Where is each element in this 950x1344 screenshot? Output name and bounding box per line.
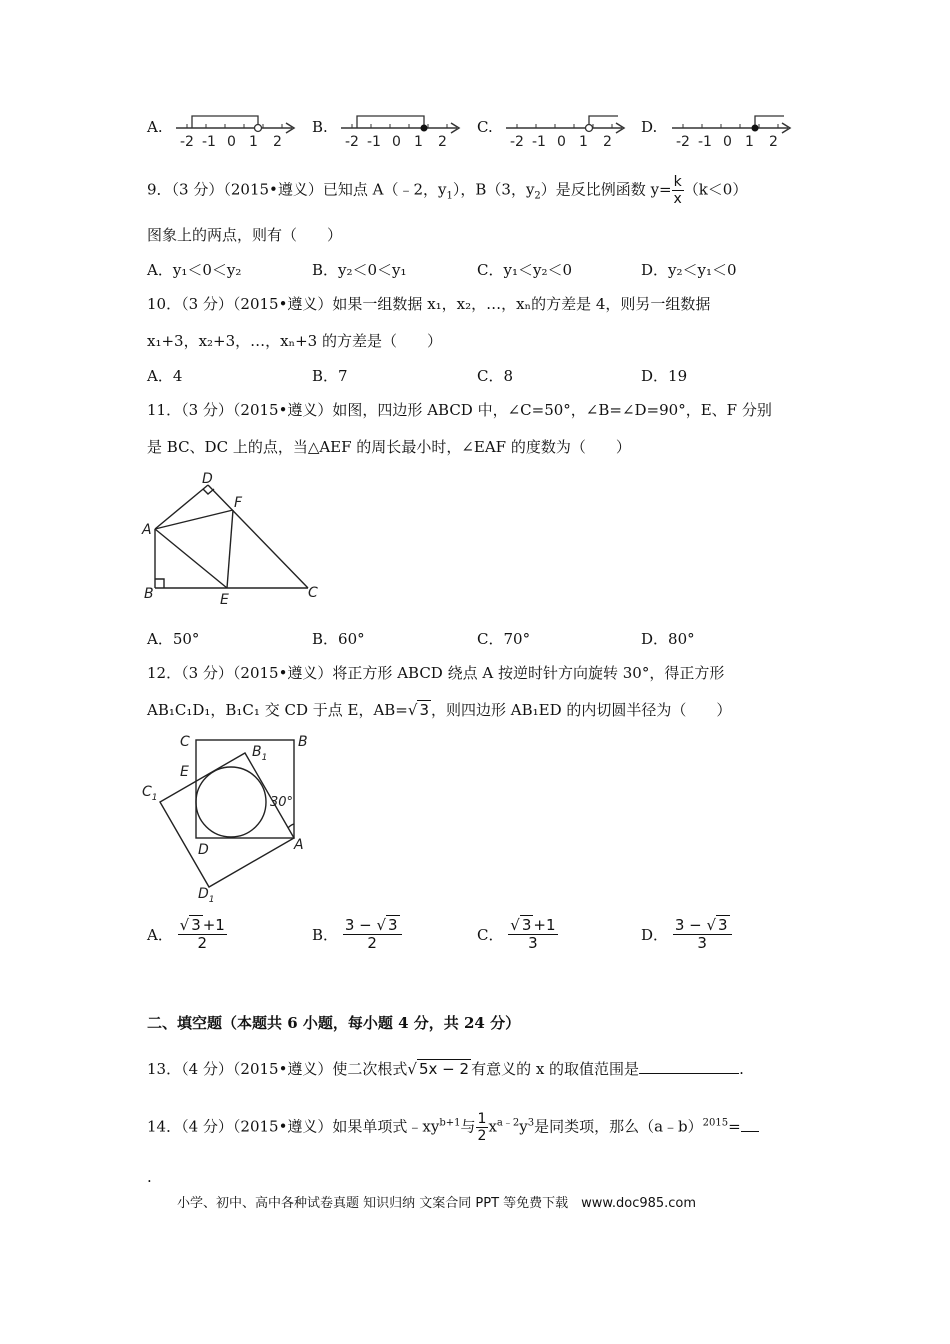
q8-option-d-number-line	[666, 110, 798, 150]
q13-answer-blank	[639, 1073, 739, 1074]
tick-label: 2	[273, 134, 282, 150]
q8-option-c-label: C.	[477, 118, 493, 136]
tick-label: -2	[180, 134, 194, 150]
q9-stem-line2: 图象上的两点，则有（ ）	[147, 226, 343, 244]
q12-label-d: D	[198, 842, 209, 858]
q9-option-c: C．y₁＜y₂＜0	[477, 261, 573, 279]
q12-label-d1: $D_1$	[198, 886, 215, 905]
tick-label: -1	[532, 134, 546, 150]
q9-option-b: B．y₂＜0＜y₁	[312, 261, 407, 279]
q8-option-c-number-line	[500, 110, 632, 150]
q11-label-b: B	[144, 586, 154, 602]
q11-option-c: C．70°	[477, 630, 531, 648]
tick-label: 1	[579, 134, 588, 150]
q11-label-f: F	[234, 495, 243, 511]
q11-stem-line1: 11．（3 分）（2015•遵义）如图，四边形 ABCD 中，∠C=50°，∠B=∠D=90°，E、F 分别	[147, 401, 772, 419]
tick-label: 2	[769, 134, 778, 150]
q14-stem: 14．（4 分）（2015•遵义）如果单项式$﹣xy^{b+1}$与 $\frac{1}{2}$ $x^{a﹣2}y^3$是同类项，那么（a﹣b）$^{2015}$=	[147, 1112, 759, 1143]
q13-stem: 13．（4 分）（2015•遵义）使二次根式√ 5x − 2 有意义的 x 的取值范围是 .	[147, 1060, 744, 1078]
q12-label-b: B	[298, 734, 308, 750]
page-footer: 小学、初中、高中各种试卷真题 知识归纳 文案合同 PPT 等免费下载 www.doc985.com	[177, 1196, 697, 1211]
tick-label: 0	[723, 134, 732, 150]
tick-label: -2	[345, 134, 359, 150]
q8-option-d-label: D.	[641, 118, 658, 136]
q12-option-c: C． $\frac{√ 3 +1}{3}$	[477, 916, 556, 952]
q14-fraction: $\frac{1}{2}$	[477, 1111, 487, 1144]
q12-label-c1: $C_1$	[142, 784, 158, 803]
q14-stem-line2: .	[147, 1168, 152, 1186]
q10-option-b: B．7	[312, 367, 348, 385]
tick-label: 0	[392, 134, 401, 150]
tick-label: -2	[676, 134, 690, 150]
q12-label-c: C	[180, 734, 190, 750]
q12-option-a: A． $\frac{√ 3 +1}{2}$	[147, 916, 225, 952]
q10-option-c: C．8	[477, 367, 514, 385]
q8-option-a-label: A.	[147, 118, 163, 136]
q12-option-b: B． $\frac{3 - √ 3}{2}$	[312, 918, 402, 951]
q9-option-d: D．y₂＜y₁＜0	[641, 261, 737, 279]
q11-stem-line2: 是 BC、DC 上的点，当△AEF 的周长最小时，∠EAF 的度数为（ ）	[147, 438, 631, 456]
q11-option-d: D．80°	[641, 630, 695, 648]
tick-label: -1	[698, 134, 712, 150]
q9-fraction: $\frac{k}{x}$	[673, 174, 682, 207]
q10-stem-line1: 10．（3 分）（2015•遵义）如果一组数据 x₁，x₂，…，xₙ的方差是 4，则另一组数据	[147, 295, 711, 313]
q9-stem-line1: 9．（3 分）（2015•遵义）已知点 A（﹣2，$y_1$），B（3，$y_2$）是反比例函数 y= $\frac{k}{x}$ （k＜0）	[147, 174, 748, 207]
q11-option-b: B．60°	[312, 630, 365, 648]
tick-label: 1	[249, 134, 258, 150]
q11-label-c: C	[308, 585, 318, 601]
q11-label-e: E	[220, 592, 229, 605]
q12-stem-line1: 12．（3 分）（2015•遵义）将正方形 ABCD 绕点 A 按逆时针方向旋转 30°，得正方形	[147, 664, 725, 682]
tick-label: 0	[557, 134, 566, 150]
q12-stem-line2: AB₁C₁D₁，B₁C₁ 交 CD 于点 E，AB=√ 3 ，则四边形 AB₁ED 的内切圆半径为（ ）	[147, 701, 732, 719]
q12-label-angle: 30°	[270, 795, 294, 810]
q14-answer-blank	[741, 1131, 759, 1132]
q11-figure	[138, 470, 328, 605]
section-heading-fill-in: 二、填空题（本题共 6 小题，每小题 4 分，共 24 分）	[147, 1014, 521, 1032]
tick-label: -2	[510, 134, 524, 150]
tick-label: 1	[414, 134, 423, 150]
tick-label: 2	[603, 134, 612, 150]
q13-radical: 5x − 2	[418, 1060, 470, 1078]
q8-option-a-number-line	[170, 110, 302, 150]
tick-label: 1	[745, 134, 754, 150]
q12-option-d: D． $\frac{3 - √ 3}{3}$	[641, 918, 732, 951]
tick-label: -1	[202, 134, 216, 150]
q8-option-b-number-line	[335, 110, 467, 150]
q8-option-b-label: B.	[312, 118, 328, 136]
q11-option-a: A．50°	[147, 630, 200, 648]
q12-label-b1: $B_1$	[252, 744, 268, 763]
q10-stem-line2: x₁+3，x₂+3，…，xₙ+3 的方差是（ ）	[147, 332, 442, 350]
tick-label: 0	[227, 134, 236, 150]
q9-option-a: A．y₁＜0＜y₂	[147, 261, 242, 279]
tick-label: -1	[367, 134, 381, 150]
q12-label-a: A	[294, 837, 304, 853]
tick-label: 2	[438, 134, 447, 150]
q11-label-a: A	[142, 522, 152, 538]
q12-label-e: E	[180, 764, 189, 780]
q10-option-a: A．4	[147, 367, 183, 385]
q10-option-d: D．19	[641, 367, 688, 385]
q11-label-d: D	[202, 471, 213, 487]
q12-figure	[138, 728, 318, 908]
